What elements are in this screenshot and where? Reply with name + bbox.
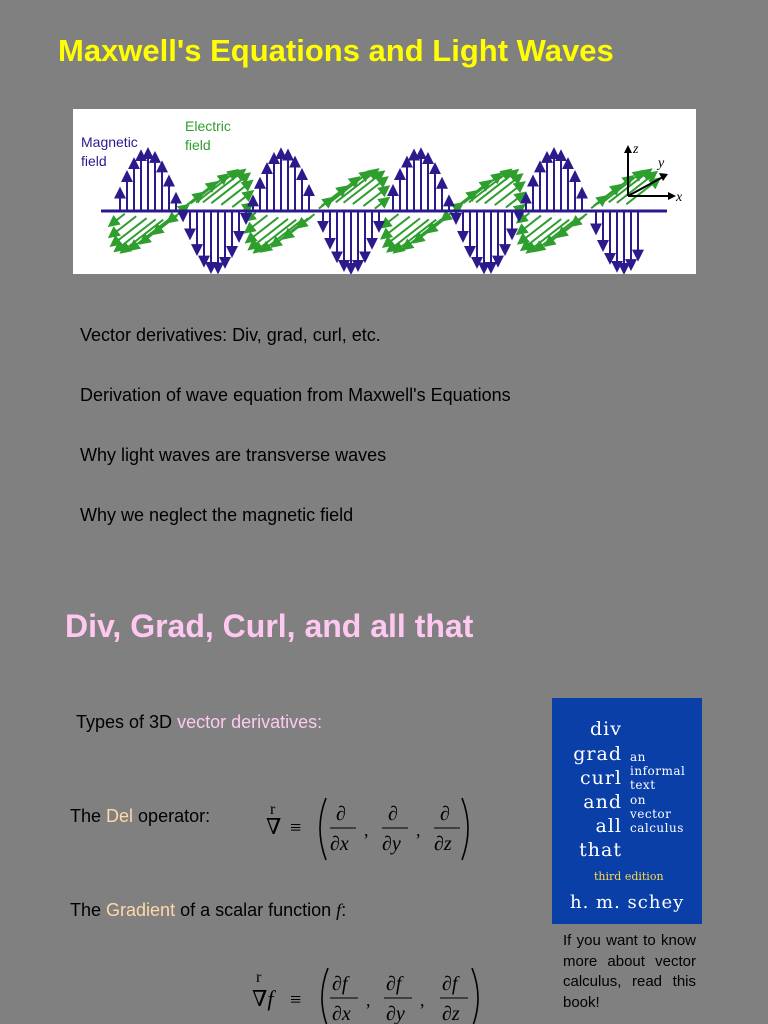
book-caption: If you want to know more about vector calculus, read this book! [563, 932, 696, 1011]
electric-vector-19 [249, 213, 256, 219]
del-comma-2: , [416, 820, 421, 840]
bullet-neglect-magnetic: Why we neglect the magnetic field [80, 505, 354, 525]
grad-comma-1: , [366, 990, 371, 1010]
del-den-x: ∂x [330, 833, 349, 855]
types-prefix: Types of 3D [76, 712, 178, 732]
grad-den-y: ∂y [386, 1003, 405, 1024]
electric-vector-64 [574, 214, 586, 224]
axis-z-label: z [633, 142, 639, 157]
book-subtitle-an: an [630, 750, 646, 764]
axis-x-label: x [676, 190, 683, 205]
book-title-word-that: that [579, 839, 622, 861]
book-title-word-grad: grad [573, 743, 622, 765]
electric-vector-8 [171, 213, 180, 220]
electric-vector-60 [530, 220, 569, 250]
electric-vector-30 [325, 180, 356, 204]
magnetic-field-label-1: Magnetic [81, 134, 138, 150]
del-den-z: ∂z [434, 833, 452, 855]
grad-highlight: Gradient [106, 900, 176, 920]
grad-nabla-f: ∇f [252, 986, 274, 1011]
del-line [70, 806, 210, 827]
types-highlight: vector derivatives: [177, 712, 323, 732]
electric-vector-38 [385, 217, 410, 236]
electric-vector-11 [187, 185, 213, 206]
book-subtitle-vector: vector [630, 807, 672, 821]
book-subtitle-text: text [630, 778, 656, 792]
grad-var: f [336, 900, 342, 920]
book-title-word-all: all [595, 815, 622, 837]
del-num-x: ∂ [336, 803, 346, 825]
electric-vector-56 [521, 213, 530, 220]
section-title: Div, Grad, Curl, and all that [65, 608, 474, 644]
grad-colon: : [341, 900, 347, 920]
electric-vector-36 [375, 200, 386, 208]
grad-prefix: The [70, 900, 107, 920]
book-subtitle-on: on [630, 793, 646, 807]
slide-title: Maxwell's Equations and Light Waves [58, 33, 614, 68]
del-equiv: ≡ [290, 817, 302, 839]
grad-den-z: ∂z [442, 1003, 460, 1024]
gradient-formula [250, 962, 490, 1024]
del-left-paren [320, 798, 326, 860]
book-title-word-and: and [583, 791, 622, 813]
book-cover [552, 698, 702, 924]
del-formula [260, 790, 480, 870]
electric-vector-50 [469, 172, 508, 202]
electric-vector-16 [221, 183, 249, 205]
grad-suffix: of a scalar function [175, 900, 337, 920]
electric-vector-67 [597, 179, 629, 204]
del-vec-mark: r [270, 801, 276, 818]
del-right-paren [462, 798, 468, 860]
book-subtitle-calculus: calculus [630, 821, 684, 835]
grad-right-paren [472, 968, 478, 1024]
bullet-vector-derivatives: Vector derivatives: Div, grad, curl, etc. [80, 325, 381, 345]
grad-vec-mark: r [256, 969, 262, 986]
del-comma-1: , [364, 820, 369, 840]
electric-vector-17 [232, 194, 249, 208]
bullet-wave-equation: Derivation of wave equation from Maxwell's Equations [80, 385, 511, 405]
grad-left-paren [322, 968, 328, 1024]
book-author: h. m. schey [570, 892, 685, 913]
del-num-z: ∂ [440, 803, 450, 825]
book-subtitle-informal: informal [630, 764, 686, 778]
del-nabla: ∇ [266, 814, 282, 839]
gradient-line [70, 900, 346, 921]
electric-vector-4 [124, 220, 163, 250]
electric-vector-37 [384, 214, 398, 225]
electric-vector-53 [495, 185, 521, 206]
electric-field-label-1: Electric [185, 118, 231, 134]
book-edition: third edition [594, 870, 664, 883]
grad-num-y: ∂f [386, 973, 402, 995]
grad-equiv: ≡ [290, 989, 302, 1011]
book-title-word-div: div [590, 718, 622, 740]
electric-vector-0 [112, 214, 124, 224]
em-wave-figure [73, 109, 696, 274]
axes-icon [624, 142, 683, 205]
grad-num-x: ∂f [332, 973, 348, 995]
electric-vector-48 [459, 183, 487, 205]
axis-y-label: y [658, 156, 665, 171]
electric-vector-32 [336, 172, 375, 202]
grad-comma-2: , [420, 990, 425, 1010]
grad-den-x: ∂x [332, 1003, 351, 1024]
del-num-y: ∂ [388, 803, 398, 825]
electric-vector-18 [244, 206, 249, 210]
types-line [76, 712, 322, 733]
electric-vector-1 [113, 216, 137, 234]
electric-vector-23 [257, 220, 296, 250]
electric-vector-54 [506, 195, 522, 207]
magnetic-field-label-2: field [81, 153, 107, 169]
del-den-y: ∂y [382, 833, 401, 855]
electric-field-label-2: field [185, 137, 211, 153]
electric-vector-41 [397, 220, 436, 250]
book-title-word-curl: curl [579, 767, 622, 789]
del-suffix: operator: [133, 806, 211, 826]
del-prefix: The [70, 806, 107, 826]
em-wave-diagram [73, 109, 696, 274]
bullet-transverse-waves: Why light waves are transverse waves [80, 445, 387, 465]
del-highlight: Del [106, 806, 134, 826]
grad-num-z: ∂f [442, 973, 458, 995]
